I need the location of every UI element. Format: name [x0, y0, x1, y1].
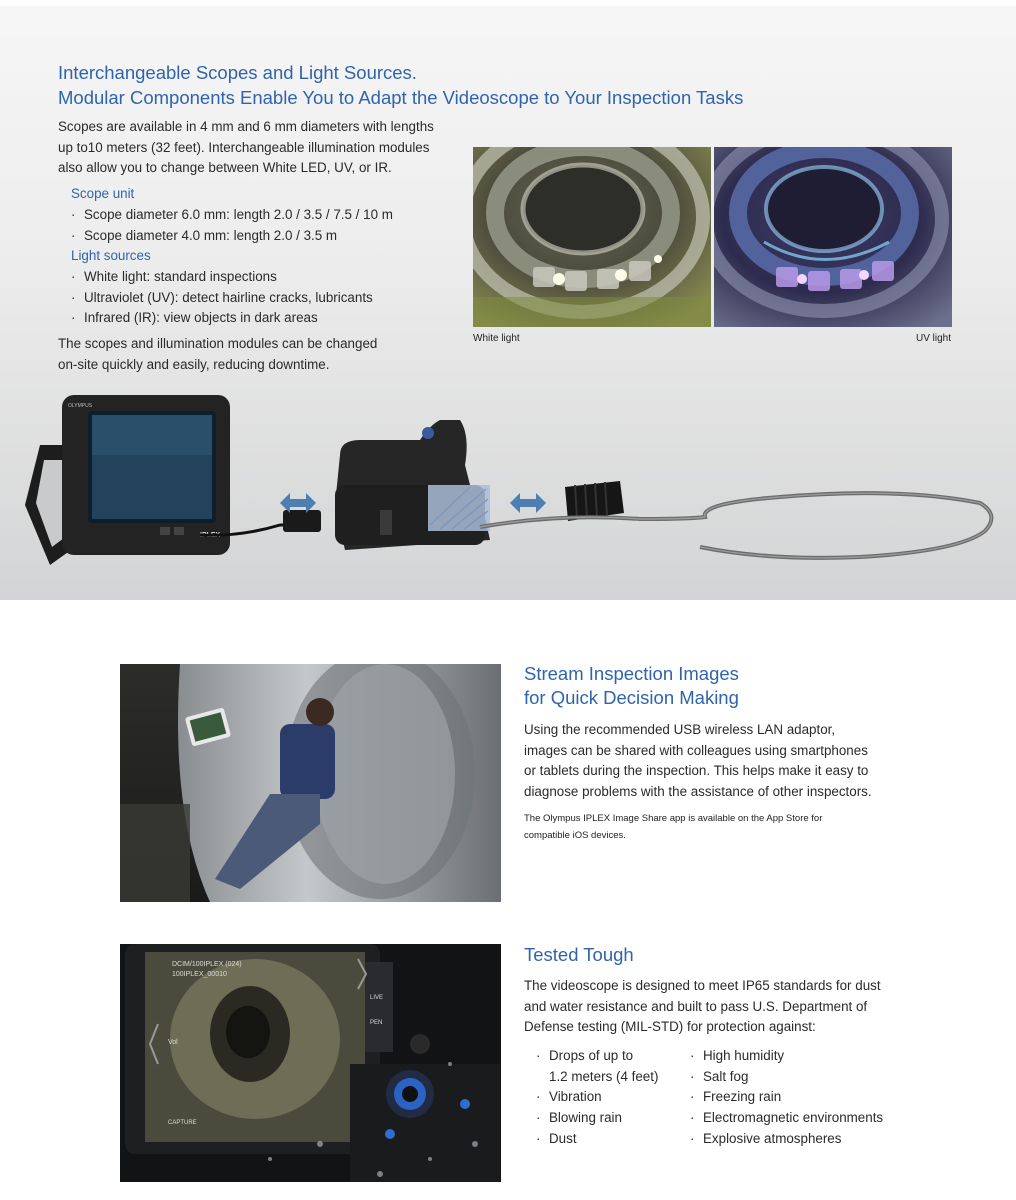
light-item — [71, 310, 318, 325]
light-item-text: White light: standard inspections — [84, 269, 277, 284]
tough-item — [690, 1089, 781, 1104]
caption-white-light: White light — [473, 333, 520, 344]
bullet: · — [71, 310, 76, 325]
body-line: The videoscope is designed to meet IP65 standards for dust — [524, 978, 881, 993]
section3-body — [524, 976, 924, 1038]
body-line: or tablets during the inspection. This helps make it easy to — [524, 763, 869, 779]
light-item — [71, 290, 373, 305]
bullet: · — [690, 1089, 695, 1104]
double-arrow-icon-right — [510, 493, 546, 513]
videoscope-system-diagram — [0, 385, 1016, 595]
monitor-unit — [25, 395, 230, 565]
screen-path-text: DCIM/100IPLEX (024) — [172, 961, 242, 968]
tough-item-text: High humidity — [703, 1048, 785, 1063]
tough-item — [690, 1110, 883, 1125]
tough-item-continuation: 1.2 meters (4 feet) — [549, 1069, 659, 1084]
white-light-photo — [473, 147, 711, 327]
screen-live-text: LIVE — [370, 995, 384, 1001]
screen-vol-text: Vol — [168, 1039, 178, 1046]
section1-intro — [58, 117, 468, 179]
bullet: · — [536, 1131, 541, 1146]
monitor-brand-text: OLYMPUS — [68, 403, 93, 409]
bullet: · — [536, 1048, 541, 1063]
outro-line: on-site quickly and easily, reducing downtime. — [58, 356, 330, 372]
light-module — [565, 481, 624, 521]
screen-file-text: 100IPLEX_00010 — [172, 971, 227, 978]
screen-capture-text: CAPTURE — [168, 1120, 197, 1126]
tough-item — [690, 1131, 841, 1146]
section2-title-line1: Stream Inspection Images — [524, 663, 739, 684]
technician-tablet-photo — [120, 664, 501, 902]
tough-item — [690, 1069, 748, 1084]
monitor-model-text: IPLEX — [200, 532, 221, 539]
intro-line: Scopes are available in 4 mm and 6 mm diameters with lengths — [58, 119, 434, 134]
bullet: · — [71, 290, 76, 305]
intro-line: also allow you to change between White LED, UV, or IR. — [58, 160, 392, 176]
tough-item-text: Electromagnetic environments — [703, 1110, 884, 1125]
bullet: · — [690, 1131, 695, 1146]
light-item-text: Infrared (IR): view objects in dark areas — [84, 310, 318, 325]
body-line: images can be shared with colleagues using smartphones — [524, 742, 868, 758]
light-item — [71, 269, 277, 284]
tough-item — [536, 1048, 633, 1063]
light-item-text: Ultraviolet (UV): detect hairline cracks, lubricants — [84, 290, 373, 305]
tough-item-text: Dust — [549, 1131, 577, 1146]
body-line: Defense testing (MIL-STD) for protection against: — [524, 1019, 816, 1035]
scope-unit-heading: Scope unit — [71, 186, 135, 201]
scope-item-text: Scope diameter 6.0 mm: length 2.0 / 3.5 / 7.5 / 10 m — [84, 207, 393, 222]
tough-item — [690, 1048, 784, 1063]
controller-unit — [335, 420, 490, 550]
bullet: · — [536, 1110, 541, 1125]
section1-title-line1: Interchangeable Scopes and Light Sources. — [58, 62, 417, 83]
section2-body — [524, 720, 904, 802]
tough-item — [536, 1110, 622, 1125]
body-line: diagnose problems with the assistance of other inspectors. — [524, 783, 872, 799]
top-border — [0, 0, 1016, 6]
screen-pen-text: PEN — [370, 1020, 383, 1026]
tough-item-text: Blowing rain — [549, 1110, 622, 1125]
tough-item-text: Freezing rain — [703, 1089, 782, 1104]
tough-item — [536, 1089, 602, 1104]
body-line: Using the recommended USB wireless LAN adaptor, — [524, 722, 836, 737]
bullet: · — [71, 269, 76, 284]
tough-item-text: Salt fog — [703, 1069, 749, 1084]
uv-light-photo — [714, 147, 952, 327]
bullet: · — [71, 228, 76, 243]
tough-item-text: Drops of up to — [549, 1048, 634, 1063]
outro-line: The scopes and illumination modules can be changed — [58, 336, 378, 351]
tough-item-text: Explosive atmospheres — [703, 1131, 842, 1146]
bullet: · — [536, 1089, 541, 1104]
scope-item-text: Scope diameter 4.0 mm: length 2.0 / 3.5 m — [84, 228, 338, 243]
intro-line: up to10 meters (32 feet). Interchangeable illumination modules — [58, 139, 430, 155]
section1-outro — [58, 334, 438, 375]
scope-item — [71, 207, 393, 222]
tough-item-text: Vibration — [549, 1089, 602, 1104]
bullet: · — [690, 1048, 695, 1063]
section2-title — [524, 662, 739, 710]
caption-uv-light: UV light — [916, 333, 952, 344]
section2-note — [524, 810, 904, 844]
note-line: compatible iOS devices. — [524, 830, 626, 841]
section3-title: Tested Tough — [524, 944, 634, 965]
section2-title-line2: for Quick Decision Making — [524, 687, 739, 708]
bullet: · — [71, 207, 76, 222]
section1-title-line2: Modular Components Enable You to Adapt the Videoscope to Your Inspection Tasks — [58, 87, 744, 108]
light-sources-heading: Light sources — [71, 248, 151, 263]
scope-item — [71, 228, 337, 243]
waterproof-device-photo — [120, 944, 501, 1182]
tough-item — [536, 1131, 577, 1146]
bullet: · — [690, 1069, 695, 1084]
section1-title — [58, 60, 743, 110]
note-line: The Olympus IPLEX Image Share app is available on the App Store for — [524, 813, 823, 824]
body-line: and water resistance and built to pass U.S. Department of — [524, 998, 868, 1014]
bullet: · — [690, 1110, 695, 1125]
